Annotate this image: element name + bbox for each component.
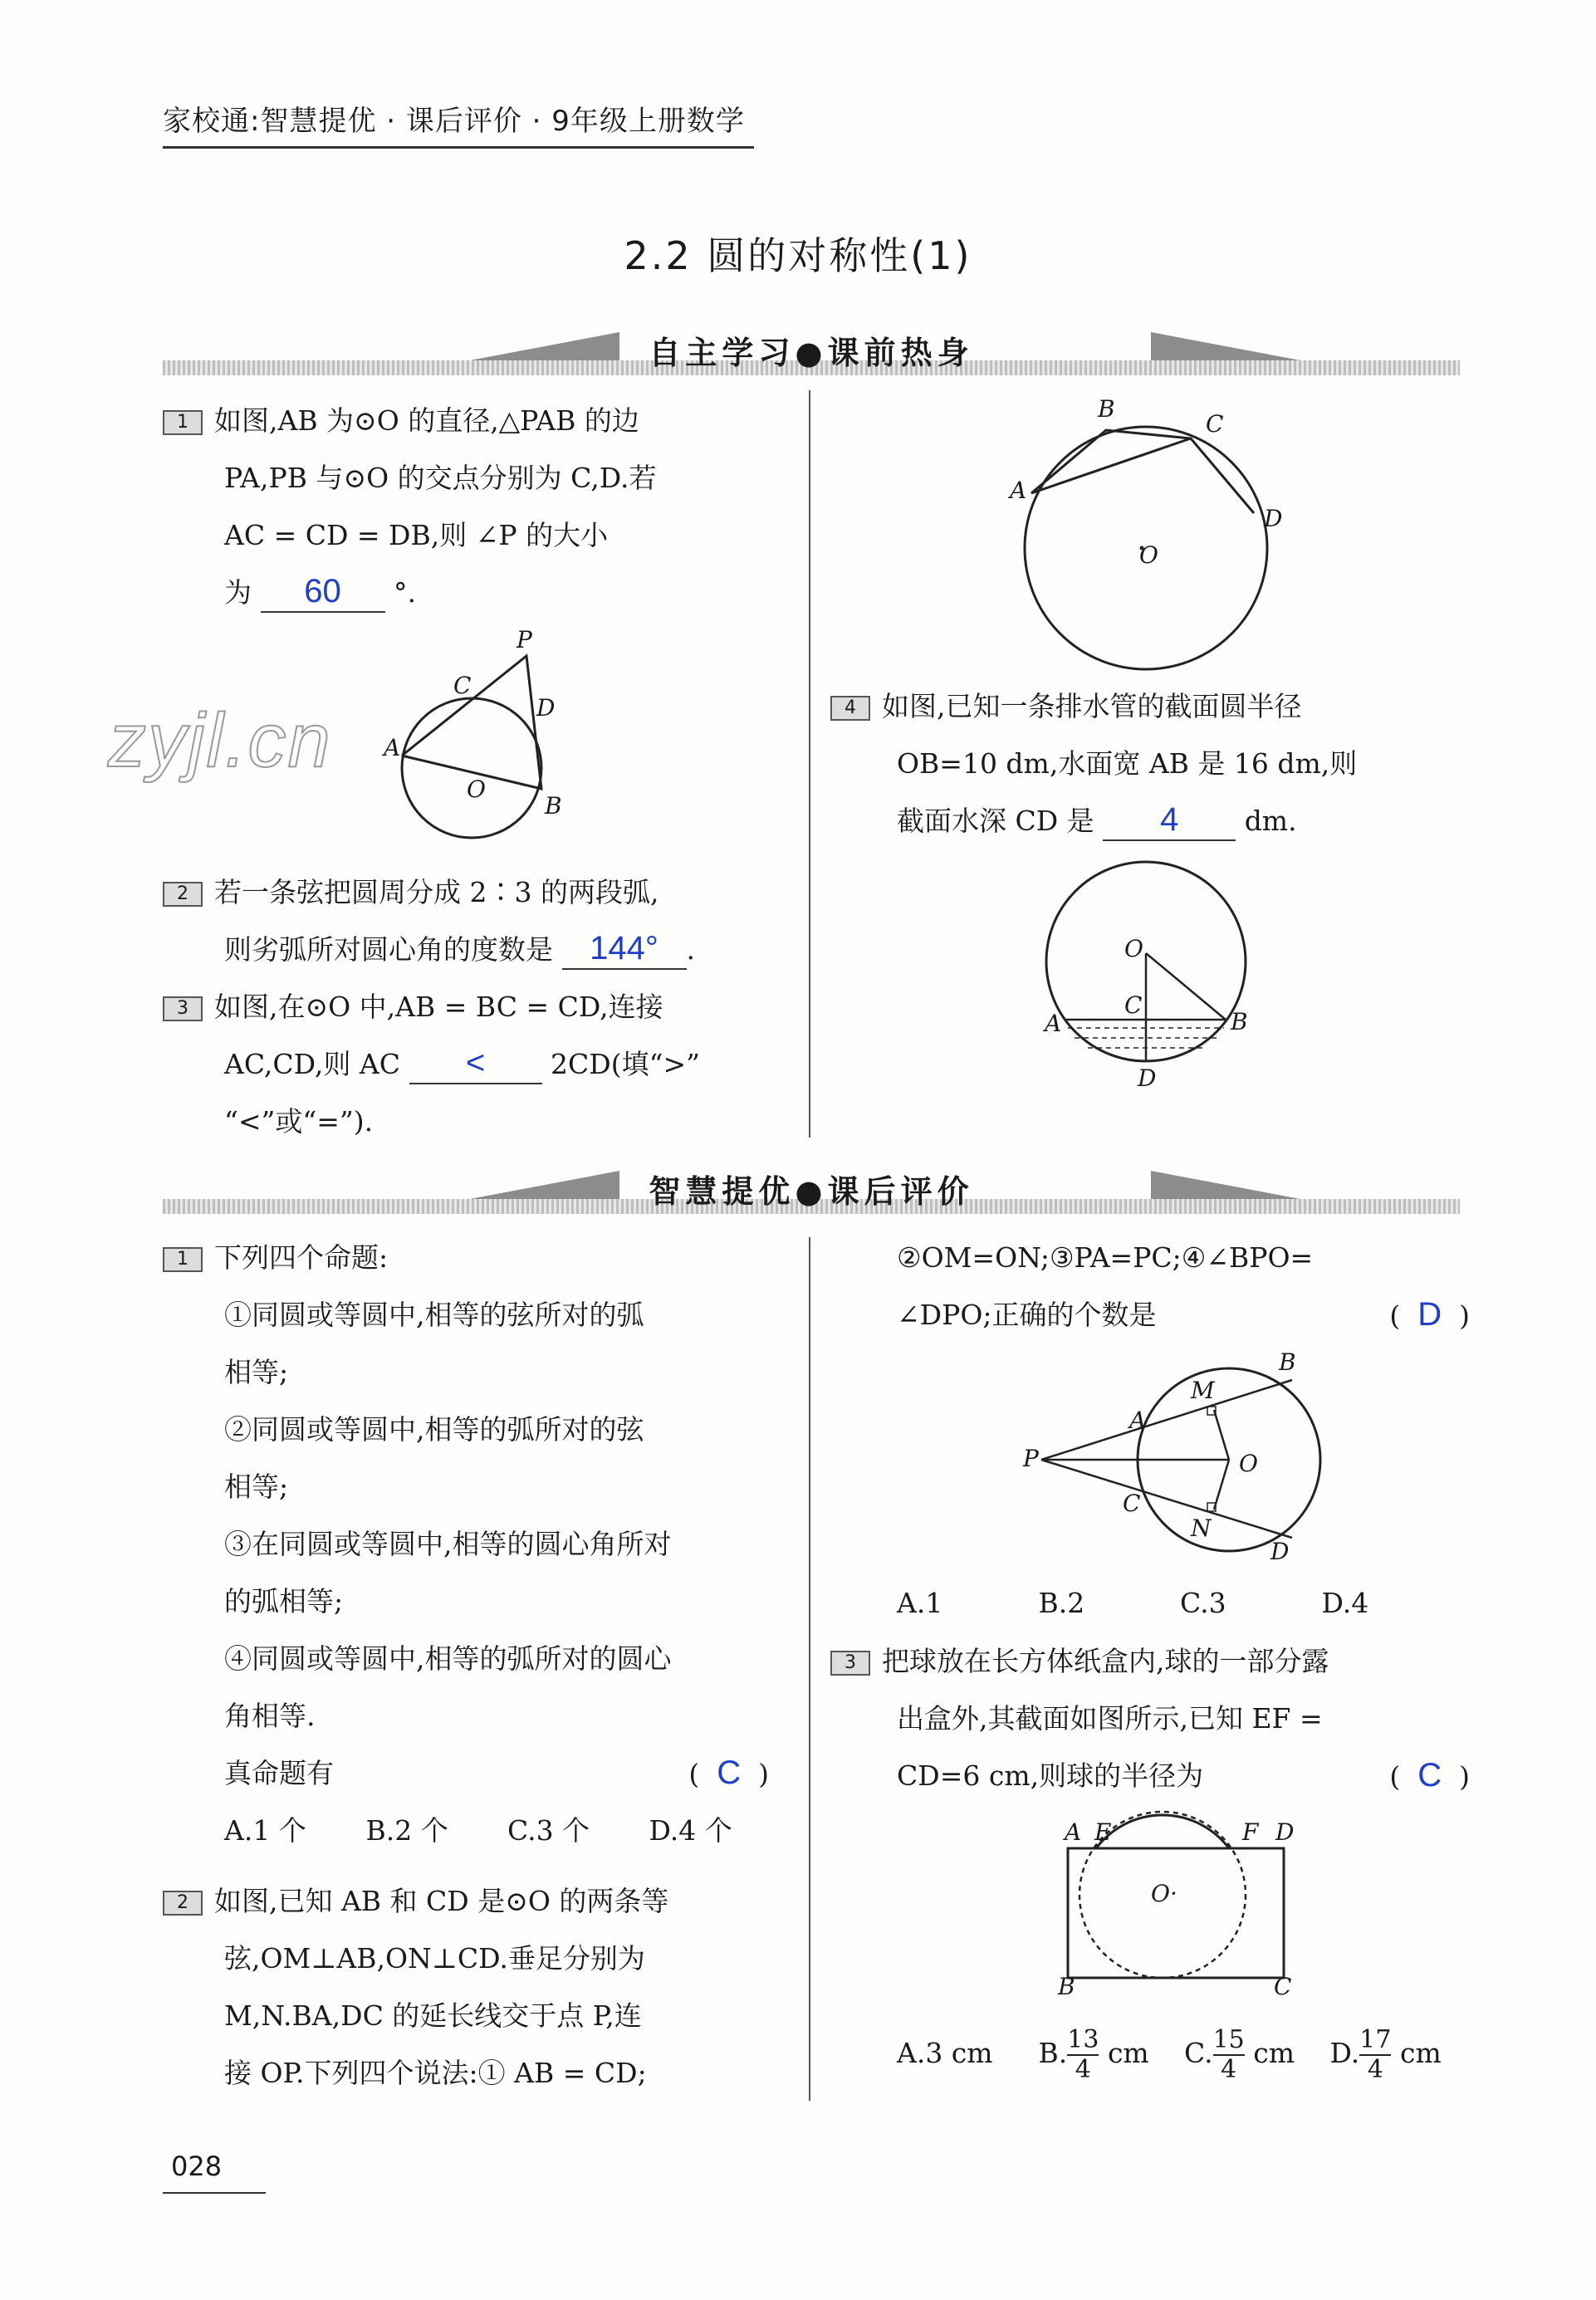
question-text: 真命题有 [224, 1757, 334, 1789]
option-a: A.1 个 [224, 1814, 306, 1847]
point-label: A [1129, 1407, 1147, 1434]
question-number: 4 [830, 696, 870, 721]
point-label: N [1191, 1515, 1212, 1542]
point-label: E [1094, 1818, 1112, 1846]
question-text: 角相等. [224, 1700, 316, 1732]
question-s2-1 [163, 1229, 802, 1859]
point-label: P [516, 626, 532, 653]
point-label: C [1274, 1973, 1292, 2000]
answer-paren[interactable]: ( C ) [1389, 1757, 1470, 1794]
question-text: M,N.BA,DC 的延长线交于点 P,连 [224, 1999, 642, 2032]
question-number: 3 [830, 1651, 870, 1676]
point-label: C [1206, 410, 1224, 438]
point-label: B [1098, 395, 1115, 423]
point-label: P [1023, 1445, 1039, 1472]
answer-value: C [717, 1754, 742, 1791]
point-label: A [1045, 1010, 1062, 1037]
point-label: A [384, 734, 401, 761]
option-d: D.4 个 [649, 1814, 732, 1847]
question-text: dm. [1244, 805, 1297, 837]
figure-circle-chords [996, 390, 1295, 673]
question-text: 的弧相等; [224, 1585, 344, 1617]
denominator: 4 [1075, 2055, 1091, 2084]
answer-blank[interactable] [1103, 801, 1236, 841]
question-text: 如图,在⊙O 中,AB = BC = CD,连接 [214, 991, 663, 1023]
point-label: O [467, 776, 486, 803]
answer-blank[interactable] [562, 930, 687, 970]
question-4 [830, 678, 1461, 849]
header-rule [163, 146, 754, 149]
page-number-rule [163, 2192, 266, 2194]
question-text: °. [394, 576, 416, 609]
point-label: B [1058, 1973, 1075, 2000]
point-label: O [1139, 541, 1158, 569]
figure-pipe-section [1038, 855, 1270, 1096]
option-d [1330, 2026, 1467, 2084]
point-label: C [453, 672, 472, 699]
question-text: . [686, 933, 695, 966]
question-text: PA,PB 与⊙O 的交点分别为 C,D.若 [224, 462, 657, 494]
question-text: 如图,已知 AB 和 CD 是⊙O 的两条等 [214, 1885, 669, 1917]
fraction [1067, 2026, 1099, 2084]
option-c: C.3 个 [507, 1814, 590, 1847]
figure-equal-chords [1021, 1345, 1345, 1578]
question-text: 截面水深 CD 是 [897, 805, 1094, 837]
running-header: 家校通:智慧提优 · 课后评价 · 9年级上册数学 [163, 105, 745, 138]
point-label: O [1239, 1450, 1258, 1477]
point-label: B [1279, 1348, 1296, 1376]
column-divider [809, 1237, 810, 2101]
question-number: 1 [163, 410, 203, 435]
unit: cm [1253, 2037, 1295, 2069]
question-text: OB=10 dm,水面宽 AB 是 16 dm,则 [897, 747, 1358, 780]
option-c: C.3 [1180, 1587, 1226, 1619]
fraction [1213, 2026, 1245, 2084]
figure-circle-triangle [365, 623, 581, 847]
point-label: A [1065, 1818, 1082, 1846]
point-label: B [545, 792, 562, 820]
unit: cm [1399, 2037, 1442, 2069]
question-text: ③在同圆或等圆中,相等的圆心角所对 [224, 1528, 672, 1560]
point-label: F [1242, 1818, 1259, 1846]
option-a: A.1 [897, 1587, 943, 1619]
answer-value: C [1417, 1757, 1442, 1794]
question-text: 相等; [224, 1471, 289, 1503]
answer-value: 144° [590, 930, 658, 966]
numerator: 17 [1359, 2025, 1392, 2054]
section-title: 2.2 圆的对称性(1) [624, 233, 972, 278]
answer-value: < [465, 1045, 486, 1081]
answer-value: 4 [1160, 801, 1179, 838]
option-b: B.2 [1038, 1587, 1085, 1619]
point-label: D [536, 694, 556, 722]
figure-ball-in-box [1046, 1810, 1295, 2009]
banner-after-class [163, 1171, 1460, 1227]
point-label: D [1138, 1064, 1157, 1092]
point-label: D [1264, 505, 1283, 532]
question-1 [163, 392, 794, 621]
watermark: zyjl.cn [108, 698, 332, 783]
point-label: B [1231, 1008, 1248, 1035]
denominator: 4 [1367, 2055, 1383, 2084]
question-text: ②同圆或等圆中,相等的弧所对的弦 [224, 1413, 644, 1446]
answer-blank[interactable] [409, 1045, 542, 1084]
option-prefix: C. [1184, 2037, 1213, 2069]
question-text: ①同圆或等圆中,相等的弦所对的弧 [224, 1299, 644, 1331]
option-prefix: B. [1038, 2037, 1068, 2069]
question-text: 接 OP.下列四个说法:① AB = CD; [224, 2057, 647, 2089]
point-label: A [1010, 477, 1027, 504]
question-text: 下列四个命题: [214, 1241, 389, 1274]
question-s2-2 [163, 1872, 794, 2102]
option-prefix: D. [1329, 2037, 1360, 2069]
question-number: 1 [163, 1247, 203, 1272]
question-text: 2CD(填“>” [551, 1048, 700, 1080]
point-label: C [1124, 991, 1143, 1019]
point-label: O [1124, 935, 1143, 962]
numerator: 15 [1212, 2025, 1245, 2054]
question-3 [163, 978, 802, 1150]
question-text: “<”或“=”). [224, 1105, 374, 1138]
question-text: 相等; [224, 1356, 289, 1388]
question-text: 如图,AB 为⊙O 的直径,△PAB 的边 [214, 404, 639, 437]
question-number: 3 [163, 996, 203, 1021]
question-text: ∠DPO;正确的个数是 [897, 1299, 1157, 1331]
banner-label: 自主学习●课前热身 [649, 335, 974, 371]
numerator: 13 [1067, 2025, 1099, 2054]
answer-value: D [1417, 1296, 1442, 1333]
question-2 [163, 864, 794, 978]
question-s2-2-continued [897, 1229, 1470, 1343]
question-text: AC = CD = DB,则 ∠P 的大小 [224, 519, 609, 551]
question-text: 若一条弦把圆周分成 2∶3 的两段弧, [214, 876, 659, 908]
question-text: CD=6 cm,则球的半径为 [897, 1759, 1204, 1792]
answer-value: 60 [304, 573, 341, 609]
point-label: D [1270, 1538, 1290, 1565]
question-number: 2 [163, 1891, 203, 1916]
question-text: 如图,已知一条排水管的截面圆半径 [882, 690, 1302, 722]
question-text: 为 [224, 576, 252, 609]
page-number: 028 [171, 2151, 223, 2182]
option-b [1039, 2026, 1176, 2084]
option-b: B.2 个 [365, 1814, 448, 1847]
point-label: M [1191, 1377, 1215, 1404]
answer-paren[interactable]: ( C ) [688, 1754, 769, 1791]
options-s2-2 [897, 1574, 1478, 1632]
unit: cm [1107, 2037, 1149, 2069]
answer-paren[interactable]: ( D ) [1389, 1296, 1470, 1333]
question-text: AC,CD,则 AC [224, 1048, 400, 1080]
question-text: 弦,OM⊥AB,ON⊥CD.垂足分别为 [224, 1942, 645, 1975]
banner-label: 智慧提优●课后评价 [649, 1173, 974, 1210]
question-text: 把球放在长方体纸盒内,球的一部分露 [882, 1645, 1329, 1677]
question-text: ④同圆或等圆中,相等的弧所对的圆心 [224, 1642, 672, 1675]
fraction [1359, 2026, 1391, 2084]
denominator: 4 [1221, 2055, 1237, 2084]
option-a: A.3 cm [897, 2037, 993, 2069]
point-label: C [1123, 1490, 1141, 1517]
question-text: 则劣弧所对圆心角的度数是 [224, 933, 553, 966]
answer-blank[interactable] [261, 573, 385, 613]
point-label: D [1275, 1818, 1295, 1846]
option-c [1184, 2026, 1321, 2084]
banner-pre-class [163, 332, 1460, 389]
question-text: 出盒外,其截面如图所示,已知 EF = [897, 1702, 1323, 1735]
point-label: O· [1151, 1880, 1177, 1907]
options-s2-3 [897, 2026, 1478, 2084]
question-s2-3 [830, 1632, 1470, 1804]
option-d: D.4 [1321, 1587, 1369, 1619]
question-number: 2 [163, 882, 203, 907]
column-divider [809, 390, 810, 1138]
question-text: ②OM=ON;③PA=PC;④∠BPO= [897, 1241, 1314, 1274]
